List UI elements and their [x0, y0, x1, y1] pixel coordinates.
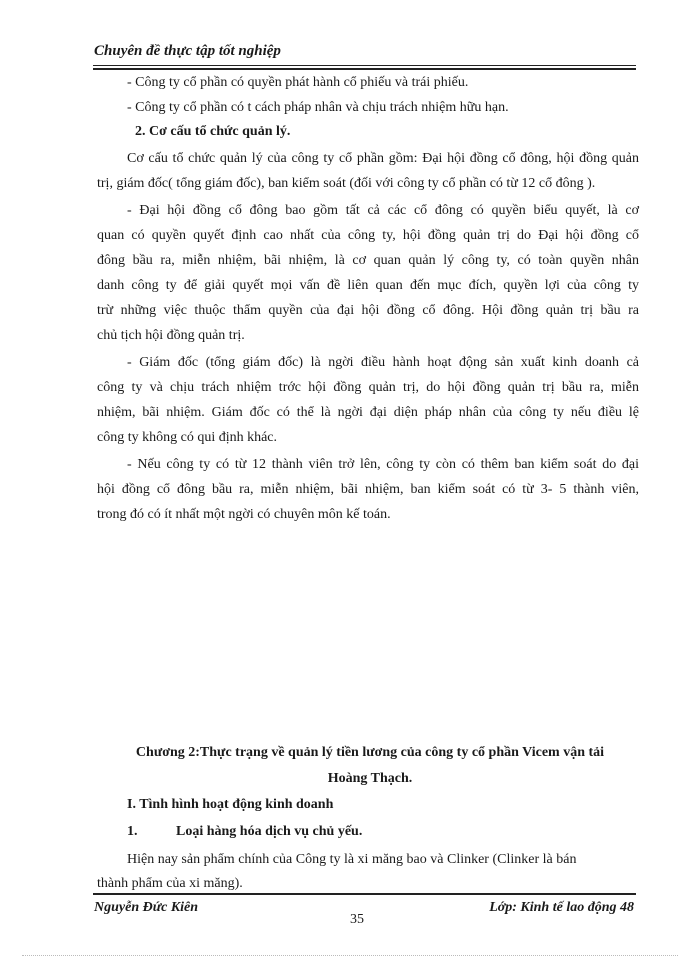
text-line: danh công ty để giải quyết mọi vấn đề liên quan đến mục đích, quyền lợi của công ty — [97, 278, 639, 293]
text-line: - Nếu công ty có từ 12 thành viên trở lên, công ty còn có thêm ban kiểm soát do đại — [127, 457, 639, 472]
bullet-line: - Công ty cổ phần có quyền phát hành cổ phiếu và trái phiếu. — [127, 75, 469, 90]
text-line: - Giám đốc (tổng giám đốc) là ngời điều hành hoạt động sản xuất kinh doanh cả — [127, 355, 639, 370]
footer-rule — [93, 893, 636, 895]
subsection-number: 1. — [127, 824, 138, 839]
text-line: Cơ cấu tổ chức quản lý của công ty cổ phần gồm: Đại hội đồng cổ đông, hội đồng quản — [127, 151, 639, 166]
text-line: Hiện nay sản phẩm chính của Công ty là xi măng bao và Clinker (Clinker là bán — [127, 852, 577, 867]
footer-class: Lớp: Kinh tế lao động 48 — [489, 900, 634, 915]
text-line: công ty và chịu trách nhiệm trớc hội đồng quản trị, do hội đồng quản trị bầu ra, miễn — [97, 380, 639, 395]
subsection-heading: Loại hàng hóa dịch vụ chủ yếu. — [176, 824, 363, 839]
page-edge-divider — [22, 955, 678, 956]
text-line: trừ những việc thuộc thẩm quyền của đại hội đồng cổ đông. Hội đồng quản trị bầu ra — [97, 303, 639, 318]
text-line: - Đại hội đồng cổ đông bao gồm tất cả các cổ đông có quyền biểu quyết, là cơ — [127, 203, 639, 218]
text-line: hội đồng cổ đông bầu ra, miễn nhiệm, bãi nhiệm, ban kiểm soát có từ 3- 5 thành viên, — [97, 482, 639, 497]
header-rule — [93, 65, 636, 70]
section-heading: I. Tình hình hoạt động kinh doanh — [127, 797, 334, 812]
chapter-title-continued: Hoàng Thạch. — [327, 771, 413, 786]
text-line: nhiệm, bãi nhiệm. Giám đốc có thể là ngời đại diện pháp nhân của công ty nếu điều lệ — [97, 405, 639, 420]
text-line: quan có quyền quyết định cao nhất của công ty, hội đồng quản trị do Đại hội đồng cổ — [97, 228, 639, 243]
text-line: chủ tịch hội đồng quản trị. — [97, 328, 245, 343]
header-title: Chuyên đề thực tập tốt nghiệp — [94, 43, 281, 59]
section-heading: 2. Cơ cấu tổ chức quản lý. — [135, 124, 291, 139]
footer-author: Nguyễn Đức Kiên — [94, 900, 199, 915]
text-line: trong đó có ít nhất một ngời có chuyên môn kế toán. — [97, 507, 391, 522]
text-line: đông bầu ra, miễn nhiệm, bãi nhiệm, là cơ quan quản lý công ty, có toàn quyền nhân — [97, 253, 639, 268]
text-line: công ty không có qui định khác. — [97, 430, 278, 445]
page-number: 35 — [350, 912, 364, 927]
text-line: trị, giám đốc( tổng giám đốc), ban kiểm soát (đối với công ty cổ phần có từ 12 cổ đông ). — [97, 176, 596, 191]
chapter-title: Chương 2:Thực trạng về quản lý tiền lương của công ty cổ phần Vicem vận tải — [135, 745, 605, 760]
text-line: thành phẩm của xi măng). — [97, 876, 243, 891]
bullet-line: - Công ty cổ phần có t cách pháp nhân và chịu trách nhiệm hữu hạn. — [127, 100, 509, 115]
